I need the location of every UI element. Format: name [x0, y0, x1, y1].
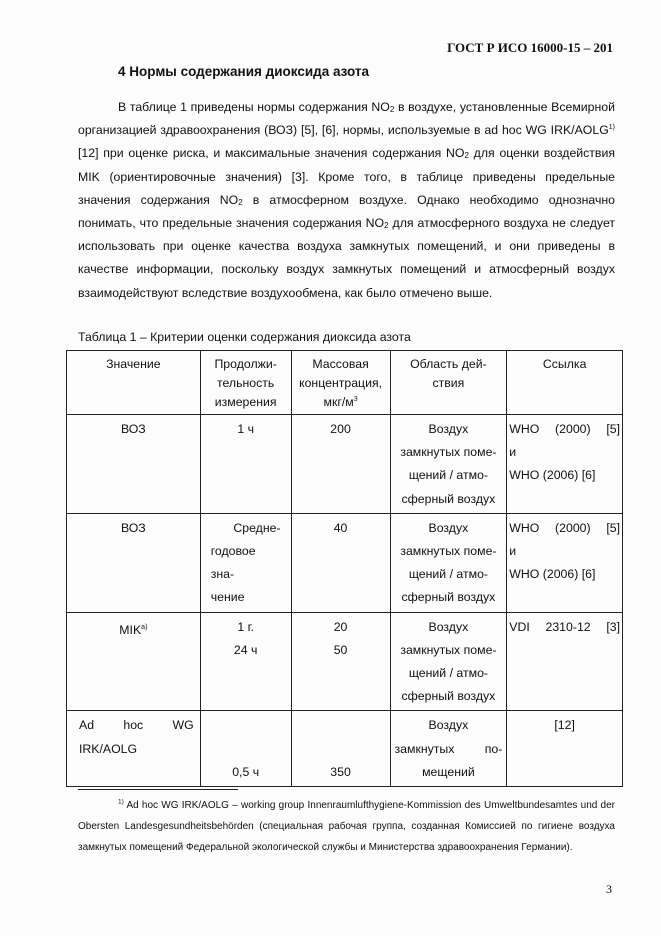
footnote: $^{1)}$ Ad hoc WG IRK/AOLG – working group Innenraumlufthygiene-Kommission des Umweltbundesamtes und der Obersten Landesgesundheitsbehörden (специальная рабочая группа, созданная Комиссией по гигиене воздуха замкнутых помещений Федеральной экологической службы и Министерства здравоохранения Германии).	[78, 798, 615, 853]
table-row	[67, 513, 623, 612]
header-reference: Ссылка	[507, 351, 623, 415]
cell-area: Воздух замкнутых поме- щений / атмо- сферный воздух	[390, 612, 507, 711]
cell-area: Воздух замкнутых по- мещений	[390, 711, 507, 787]
table-row	[67, 415, 623, 514]
table-header-row	[67, 351, 623, 415]
header-value: Значение	[67, 351, 201, 415]
table-row	[67, 612, 623, 711]
criteria-table	[66, 350, 623, 787]
header-duration: Продолжи- тельность измерения	[200, 351, 291, 415]
section-title: 4 Нормы содержания диоксида азота	[118, 64, 370, 79]
cell-concentration: 200	[291, 415, 390, 514]
table-caption: Таблица 1 – Критерии оценки содержания диоксида азота	[78, 330, 411, 344]
document-header: ГОСТ Р ИСО 16000-15 – 201	[447, 40, 613, 55]
cell-value: Ad hoc WG IRK/AOLG	[67, 711, 201, 787]
cell-area: Воздух замкнутых поме- щений / атмо- сферный воздух	[390, 513, 507, 612]
cell-duration: 0,5 ч	[200, 711, 291, 787]
cell-concentration: 20 50	[291, 612, 390, 711]
cell-value: ВОЗ	[67, 513, 201, 612]
cell-concentration: 40	[291, 513, 390, 612]
cell-duration: 1 г. 24 ч	[200, 612, 291, 711]
header-area: Область дей- ствия	[390, 351, 507, 415]
cell-value: MIK$^{a)}$	[67, 612, 201, 711]
cell-area: Воздух замкнутых поме- щений / атмо- сферный воздух	[390, 415, 507, 514]
cell-duration: 1 ч	[200, 415, 291, 514]
cell-value: ВОЗ	[67, 415, 201, 514]
cell-reference: WHO (2000) [5] и WHO (2006) [6]	[507, 513, 623, 612]
table-row	[67, 711, 623, 787]
footnote-divider	[78, 789, 238, 790]
cell-duration: Средне- годовое зна- чение	[200, 513, 291, 612]
cell-reference: VDI 2310-12 [3]	[507, 612, 623, 711]
cell-reference: [12]	[507, 711, 623, 787]
cell-reference: WHO (2000) [5] и WHO (2006) [6]	[507, 415, 623, 514]
intro-paragraph: В таблице 1 приведены нормы содержания $NO_2$ в воздухе, установленные Всемирной организацией здравоохранения (ВОЗ) [5], [6], нормы, используемые в ad hoc WG IRK/AOLG$^{1)}$ [12] при оценке риска, и максимальные значения содержания $NO_2$ для оценки воздействия MIK (ориентировочные значения) [3]. Кроме того, в таблице приведены предельные значения содержания $NO_2$ в атмосферном воздухе. Однако необходимо однозначно понимать, что предельные значения содержания $NO_2$ для атмосферного воздуха не следует использовать при оценке качества воздуха замкнутых помещений, и они приведены в качестве информации, поскольку воздух замкнутых помещений и атмосферный воздух взаимодействуют вследствие воздухообмена, как было отмечено выше.	[78, 100, 616, 300]
header-concentration: Массовая концентрация, мкг/$м^3$	[291, 351, 390, 415]
page-number: 3	[606, 882, 612, 896]
cell-concentration: 350	[291, 711, 390, 787]
